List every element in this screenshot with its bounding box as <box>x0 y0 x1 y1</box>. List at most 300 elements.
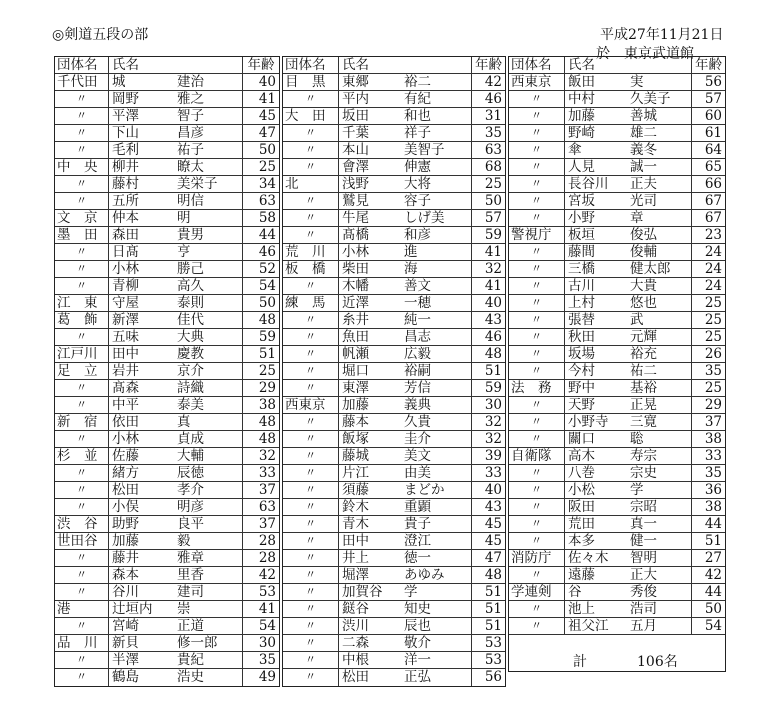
age-cell: 46 <box>242 244 279 260</box>
age-cell: 32 <box>471 431 505 447</box>
table-row <box>55 584 279 601</box>
age-cell: 27 <box>691 550 725 566</box>
given-name-cell: 勝己 <box>177 261 204 277</box>
age-cell: 23 <box>691 227 725 243</box>
group-cell: 荒 川 <box>283 244 339 260</box>
group-cell: 〃 <box>509 312 565 328</box>
age-cell: 50 <box>471 193 505 209</box>
age-cell: 38 <box>691 499 725 515</box>
surname-cell: 五味 <box>112 329 139 345</box>
surname-cell: 浅野 <box>342 176 369 192</box>
age-cell: 44 <box>691 584 725 600</box>
column-header-name: 氏名 <box>112 57 139 73</box>
given-name-cell: 広毅 <box>404 346 431 362</box>
age-cell: 39 <box>471 448 505 464</box>
surname-cell: 關口 <box>568 431 595 447</box>
given-name-cell: 和彦 <box>404 227 431 243</box>
surname-cell: 谷川 <box>112 584 139 600</box>
surname-cell: 鷲見 <box>342 193 369 209</box>
group-cell: 新 宿 <box>55 414 109 430</box>
age-cell: 49 <box>242 669 279 686</box>
total-row <box>509 635 725 671</box>
table-row <box>283 380 505 397</box>
table-row <box>283 74 505 91</box>
surname-cell: 加藤 <box>568 108 595 124</box>
group-cell: 〃 <box>55 397 109 413</box>
given-name-cell: まどか <box>404 482 445 498</box>
given-name-cell: 健一 <box>630 533 657 549</box>
table-row <box>55 193 279 210</box>
table-row <box>283 261 505 278</box>
given-name-cell: 善文 <box>404 278 431 294</box>
table-row <box>283 91 505 108</box>
given-name-cell: 寿宗 <box>630 448 657 464</box>
surname-cell: 本山 <box>342 142 369 158</box>
surname-cell: 下山 <box>112 125 139 141</box>
given-name-cell: 宗昭 <box>630 499 657 515</box>
given-name-cell: 貴子 <box>404 516 431 532</box>
surname-cell: 藤村 <box>112 176 139 192</box>
table-row <box>509 125 725 142</box>
surname-cell: 池上 <box>568 601 595 617</box>
column-header-age: 年齢 <box>471 57 505 73</box>
age-cell: 41 <box>471 278 505 294</box>
surname-cell: 佐々木 <box>568 550 609 566</box>
table-row <box>509 91 725 108</box>
group-cell: 〃 <box>55 193 109 209</box>
age-cell: 59 <box>471 380 505 396</box>
age-cell: 29 <box>691 397 725 413</box>
surname-cell: 森本 <box>112 567 139 583</box>
group-cell: 千代田 <box>55 74 109 90</box>
age-cell: 56 <box>691 74 725 90</box>
age-cell: 61 <box>691 125 725 141</box>
age-cell: 30 <box>471 397 505 413</box>
given-name-cell: 純一 <box>404 312 431 328</box>
group-cell: 〃 <box>509 482 565 498</box>
table-row <box>55 550 279 567</box>
given-name-cell: 義典 <box>404 397 431 413</box>
given-name-cell: 雅之 <box>177 91 204 107</box>
surname-cell: 藤間 <box>568 244 595 260</box>
age-cell: 54 <box>242 618 279 634</box>
surname-cell: 人見 <box>568 159 595 175</box>
given-name-cell: 俊輔 <box>630 244 657 260</box>
surname-cell: 半澤 <box>112 652 139 668</box>
group-cell: 〃 <box>55 499 109 515</box>
group-cell: 〃 <box>509 193 565 209</box>
given-name-cell: 大輔 <box>177 448 204 464</box>
event-date: 平成27年11月21日 <box>600 27 724 43</box>
table-row <box>283 516 505 533</box>
group-cell: 〃 <box>509 499 565 515</box>
age-cell: 63 <box>242 193 279 209</box>
surname-cell: 牛尾 <box>342 210 369 226</box>
given-name-cell: 由美 <box>404 465 431 481</box>
age-cell: 25 <box>691 329 725 345</box>
surname-cell: 仲本 <box>112 210 139 226</box>
given-name-cell: 祥子 <box>404 125 431 141</box>
group-cell: 〃 <box>283 448 339 464</box>
given-name-cell: 瞭太 <box>177 159 204 175</box>
surname-cell: 小林 <box>112 261 139 277</box>
group-cell: 〃 <box>55 108 109 124</box>
table-row <box>55 601 279 618</box>
age-cell: 28 <box>242 533 279 549</box>
surname-cell: 森田 <box>112 227 139 243</box>
group-cell: 〃 <box>509 601 565 617</box>
given-name-cell: 久美子 <box>630 91 671 107</box>
table-row <box>509 312 725 329</box>
group-cell: 大 田 <box>283 108 339 124</box>
age-cell: 53 <box>471 635 505 651</box>
surname-cell: 飯塚 <box>342 431 369 447</box>
group-cell: 〃 <box>509 142 565 158</box>
age-cell: 30 <box>242 635 279 651</box>
given-name-cell: 裕二 <box>404 74 431 90</box>
group-cell: 渋 谷 <box>55 516 109 532</box>
given-name-cell: 雄二 <box>630 125 657 141</box>
age-cell: 35 <box>691 465 725 481</box>
surname-cell: 藤井 <box>112 550 139 566</box>
given-name-cell: 和也 <box>404 108 431 124</box>
table-row <box>55 499 279 516</box>
surname-cell: 井上 <box>342 550 369 566</box>
group-cell: 〃 <box>283 618 339 634</box>
given-name-cell: 明 <box>177 210 191 226</box>
age-cell: 59 <box>471 227 505 243</box>
age-cell: 42 <box>471 74 505 90</box>
age-cell: 46 <box>471 329 505 345</box>
table-row <box>55 635 279 652</box>
surname-cell: 五所 <box>112 193 139 209</box>
surname-cell: 板垣 <box>568 227 595 243</box>
column-header-spacer <box>402 57 471 73</box>
table-row <box>509 261 725 278</box>
table-row <box>55 669 279 686</box>
group-cell: 〃 <box>509 295 565 311</box>
table-row <box>55 652 279 669</box>
given-name-cell: 智子 <box>177 108 204 124</box>
age-cell: 51 <box>471 584 505 600</box>
surname-cell: 谷 <box>568 584 582 600</box>
age-cell: 54 <box>691 618 725 634</box>
given-name-cell: 祐子 <box>177 142 204 158</box>
given-name-cell: 里香 <box>177 567 204 583</box>
table-row <box>283 465 505 482</box>
group-cell: 〃 <box>509 533 565 549</box>
given-name-cell: 辰也 <box>404 618 431 634</box>
surname-cell: 木幡 <box>342 278 369 294</box>
surname-cell: 東郷 <box>342 74 369 90</box>
surname-cell: 岩井 <box>112 363 139 379</box>
group-cell: 〃 <box>283 278 339 294</box>
age-cell: 35 <box>471 125 505 141</box>
age-cell: 59 <box>242 329 279 345</box>
given-name-cell: 学 <box>630 482 644 498</box>
surname-cell: 小野寺 <box>568 414 609 430</box>
surname-cell: 中平 <box>112 397 139 413</box>
table-row <box>509 193 725 210</box>
table-row <box>509 397 725 414</box>
group-cell: 〃 <box>283 482 339 498</box>
table-row <box>509 465 725 482</box>
given-name-cell: 重顕 <box>404 499 431 515</box>
table-header-row <box>509 57 725 74</box>
group-cell: 〃 <box>283 601 339 617</box>
age-cell: 48 <box>242 312 279 328</box>
table-row <box>509 159 725 176</box>
given-name-cell: 祐二 <box>630 363 657 379</box>
age-cell: 42 <box>691 567 725 583</box>
table-row <box>55 448 279 465</box>
age-cell: 47 <box>471 550 505 566</box>
surname-cell: 八巻 <box>568 465 595 481</box>
group-cell: 品 川 <box>55 635 109 651</box>
age-cell: 35 <box>242 652 279 668</box>
age-cell: 35 <box>691 363 725 379</box>
surname-cell: 小俣 <box>112 499 139 515</box>
surname-cell: 野崎 <box>568 125 595 141</box>
age-cell: 51 <box>471 601 505 617</box>
group-cell: 西東京 <box>509 74 565 90</box>
group-cell: 〃 <box>55 482 109 498</box>
table-row <box>55 312 279 329</box>
table-row <box>509 176 725 193</box>
table-row <box>283 278 505 295</box>
surname-cell: 新澤 <box>112 312 139 328</box>
surname-cell: 三橋 <box>568 261 595 277</box>
given-name-cell: しげ美 <box>404 210 445 226</box>
table-row <box>509 618 725 635</box>
surname-cell: 魚田 <box>342 329 369 345</box>
surname-cell: 髙橋 <box>342 227 369 243</box>
table-row <box>55 346 279 363</box>
surname-cell: 遠藤 <box>568 567 595 583</box>
table-row <box>509 380 725 397</box>
group-cell: 〃 <box>509 261 565 277</box>
group-cell: 〃 <box>283 499 339 515</box>
given-name-cell: 光司 <box>630 193 657 209</box>
group-cell: 〃 <box>55 125 109 141</box>
given-name-cell: 毅 <box>177 533 191 549</box>
roster-table-2 <box>282 56 506 687</box>
table-row <box>509 295 725 312</box>
group-cell: 学連剣 <box>509 584 565 600</box>
table-row <box>283 652 505 669</box>
given-name-cell: 武 <box>630 312 644 328</box>
surname-cell: 飯田 <box>568 74 595 90</box>
surname-cell: 片江 <box>342 465 369 481</box>
surname-cell: 松田 <box>342 669 369 685</box>
given-name-cell: 章 <box>630 210 644 226</box>
surname-cell: 張替 <box>568 312 595 328</box>
table-row <box>509 142 725 159</box>
group-cell: 〃 <box>509 125 565 141</box>
age-cell: 25 <box>242 363 279 379</box>
surname-cell: 城 <box>112 74 126 90</box>
age-cell: 25 <box>691 380 725 396</box>
age-cell: 53 <box>242 584 279 600</box>
group-cell: 〃 <box>283 227 339 243</box>
given-name-cell: 辰徳 <box>177 465 204 481</box>
table-row <box>283 295 505 312</box>
group-cell: 江 東 <box>55 295 109 311</box>
surname-cell: 東澤 <box>342 380 369 396</box>
group-cell: 〃 <box>283 635 339 651</box>
age-cell: 45 <box>471 516 505 532</box>
surname-cell: 祖父江 <box>568 618 609 634</box>
surname-cell: 傘 <box>568 142 582 158</box>
table-row <box>509 482 725 499</box>
age-cell: 42 <box>242 567 279 583</box>
table-row <box>283 499 505 516</box>
group-cell: 〃 <box>55 261 109 277</box>
table-row <box>283 431 505 448</box>
group-cell: 世田谷 <box>55 533 109 549</box>
surname-cell: 坂田 <box>342 108 369 124</box>
age-cell: 64 <box>691 142 725 158</box>
surname-cell: 長谷川 <box>568 176 609 192</box>
given-name-cell: 美智子 <box>404 142 445 158</box>
surname-cell: 中根 <box>342 652 369 668</box>
age-cell: 44 <box>691 516 725 532</box>
group-cell: 自衛隊 <box>509 448 565 464</box>
given-name-cell: 一穂 <box>404 295 431 311</box>
surname-cell: 近澤 <box>342 295 369 311</box>
table-row <box>509 414 725 431</box>
age-cell: 48 <box>471 346 505 362</box>
surname-cell: 加賀谷 <box>342 584 383 600</box>
given-name-cell: 正弘 <box>404 669 431 685</box>
table-row <box>55 431 279 448</box>
surname-cell: 坂場 <box>568 346 595 362</box>
group-cell: 〃 <box>55 244 109 260</box>
group-cell: 〃 <box>283 159 339 175</box>
surname-cell: 上村 <box>568 295 595 311</box>
given-name-cell: 徳一 <box>404 550 431 566</box>
group-cell: 〃 <box>55 431 109 447</box>
given-name-cell: 健太郎 <box>630 261 671 277</box>
group-cell: 〃 <box>509 329 565 345</box>
age-cell: 37 <box>691 414 725 430</box>
table-row <box>509 329 725 346</box>
table-row <box>509 210 725 227</box>
given-name-cell: 澄江 <box>404 533 431 549</box>
surname-cell: 秋田 <box>568 329 595 345</box>
table-row <box>509 278 725 295</box>
table-row <box>55 482 279 499</box>
surname-cell: 助野 <box>112 516 139 532</box>
given-name-cell: 進 <box>404 244 418 260</box>
table-row <box>283 363 505 380</box>
table-row <box>283 448 505 465</box>
table-row <box>283 601 505 618</box>
group-cell: 〃 <box>55 91 109 107</box>
given-name-cell: 真 <box>177 414 191 430</box>
group-cell: 〃 <box>509 346 565 362</box>
group-cell: 目 黒 <box>283 74 339 90</box>
age-cell: 40 <box>471 482 505 498</box>
table-row <box>509 74 725 91</box>
group-cell: 〃 <box>283 431 339 447</box>
group-cell: 〃 <box>283 312 339 328</box>
given-name-cell: 高久 <box>177 278 204 294</box>
surname-cell: 小林 <box>342 244 369 260</box>
age-cell: 51 <box>471 363 505 379</box>
age-cell: 40 <box>471 295 505 311</box>
surname-cell: 佐藤 <box>112 448 139 464</box>
table-row <box>283 346 505 363</box>
age-cell: 51 <box>691 533 725 549</box>
surname-cell: 宮崎 <box>112 618 139 634</box>
table-row <box>509 431 725 448</box>
table-row <box>509 108 725 125</box>
surname-cell: 緒方 <box>112 465 139 481</box>
group-cell: 文 京 <box>55 210 109 226</box>
surname-cell: 柴田 <box>342 261 369 277</box>
table-row <box>509 363 725 380</box>
given-name-cell: 悠也 <box>630 295 657 311</box>
surname-cell: 田中 <box>342 533 369 549</box>
group-cell: 〃 <box>509 363 565 379</box>
column-header-name: 氏名 <box>568 57 595 73</box>
age-cell: 26 <box>691 346 725 362</box>
age-cell: 53 <box>471 652 505 668</box>
given-name-cell: 亨 <box>177 244 191 260</box>
column-header-group: 団体名 <box>283 57 339 73</box>
group-cell: 〃 <box>283 363 339 379</box>
given-name-cell: 修一郎 <box>177 635 218 651</box>
age-cell: 37 <box>242 482 279 498</box>
group-cell: 〃 <box>55 176 109 192</box>
group-cell: 〃 <box>509 465 565 481</box>
group-cell: 〃 <box>509 567 565 583</box>
surname-cell: 會澤 <box>342 159 369 175</box>
age-cell: 47 <box>242 125 279 141</box>
age-cell: 34 <box>242 176 279 192</box>
given-name-cell: 建治 <box>177 74 204 90</box>
given-name-cell: 崇 <box>177 601 191 617</box>
table-row <box>55 414 279 431</box>
given-name-cell: 真一 <box>630 516 657 532</box>
column-header-name: 氏名 <box>342 57 369 73</box>
surname-cell: 鎹谷 <box>342 601 369 617</box>
group-cell: 西東京 <box>283 397 339 413</box>
table-row <box>509 516 725 533</box>
table-row <box>283 210 505 227</box>
age-cell: 25 <box>691 295 725 311</box>
group-cell: 〃 <box>509 244 565 260</box>
age-cell: 51 <box>471 618 505 634</box>
surname-cell: 須藤 <box>342 482 369 498</box>
table-row <box>283 125 505 142</box>
age-cell: 41 <box>242 601 279 617</box>
table-row <box>283 312 505 329</box>
age-cell: 66 <box>691 176 725 192</box>
group-cell: 中 央 <box>55 159 109 175</box>
surname-cell: 鶴島 <box>112 669 139 685</box>
surname-cell: 千葉 <box>342 125 369 141</box>
age-cell: 43 <box>471 312 505 328</box>
table-row <box>55 533 279 550</box>
surname-cell: 髙森 <box>112 380 139 396</box>
group-cell: 〃 <box>283 91 339 107</box>
surname-cell: 日髙 <box>112 244 139 260</box>
age-cell: 38 <box>691 431 725 447</box>
table-header-row <box>55 57 279 74</box>
table-row <box>283 397 505 414</box>
